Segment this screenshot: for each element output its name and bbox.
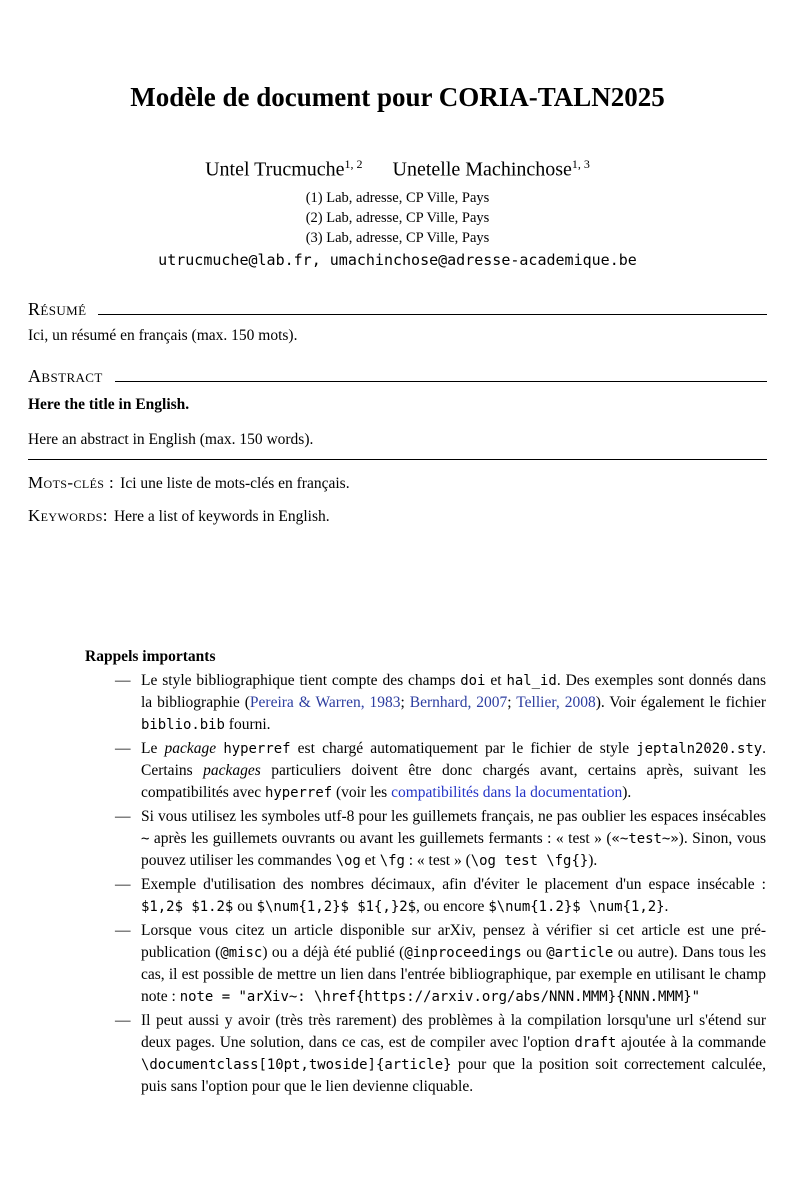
abstract-label: Abstract [28,365,103,386]
inline-code: @inproceedings [404,944,522,961]
citation-link[interactable]: Bernhard, 2007 [409,693,508,711]
abstract-english-title: Here the title in English. [28,395,190,413]
text-segment: (voir les [332,783,392,801]
affiliation-line-1: (1) Lab, adresse, CP Ville, Pays [305,189,490,206]
item-text [141,670,766,736]
text-segment: ) ou a déjà été publié ( [262,943,405,961]
inline-code: biblio.bib [141,716,225,733]
keywords-row [28,506,767,526]
text-segment: Unetelle Machinchose [392,158,572,181]
item-dash-marker: — [115,1011,131,1029]
affiliation-line-3: (3) Lab, adresse, CP Ville, Pays [305,229,490,246]
text-segment: : « test » ( [404,851,471,869]
text-segment: Lorsque vous citez un article disponible sur arXiv, pensez à vérifier si cet article est une pré-publication ( [141,921,766,961]
inline-code: $\num{1,2}$ $1{,}2$ [256,898,416,915]
inline-code: @article [546,944,614,961]
item-text [141,738,766,804]
text-segment: est chargé automatiquement par le fichier de style [290,739,637,757]
inline-code: \documentclass[10pt,twoside]{article} [141,1056,452,1073]
text-segment: ajoutée à la commande [616,1033,766,1051]
italic-text: package [164,739,217,757]
motscles-text: Ici une liste de mots-clés en français. [120,474,350,492]
authors-line [28,157,767,182]
abstract-rule [115,381,767,382]
text-segment: ou [233,897,257,915]
text-segment: ou [521,943,547,961]
inline-link[interactable]: compatibilités dans la documentation [391,783,623,801]
inline-code: \og [335,852,361,869]
list-item [85,670,766,736]
section-heading: Rappels importants [85,647,216,665]
inline-code: jeptaln2020.sty [636,740,763,757]
item-text [141,920,766,1008]
paper-front-matter [0,82,794,526]
inline-code: @misc [220,944,263,961]
list-item [85,874,766,918]
inline-code: doi [460,672,486,689]
text-segment: ; [400,693,410,711]
list-item [85,738,766,804]
item-dash-marker: — [115,875,131,893]
inline-code: note = "arXiv~: \href{https://arxiv.org/abs/NNN.MMM}{NNN.MMM}" [179,988,700,1005]
text-segment: Il peut aussi y avoir (très très rarement) des problèmes à la compilation lorsqu'une url s'étend sur deux pages. Une solution, dans ce cas, est de compiler avec l'option [141,1011,766,1051]
inline-code: ~ [141,830,150,847]
list-item [85,1010,766,1098]
inline-code: draft [574,1034,617,1051]
author-superscript: 1, 3 [571,157,590,171]
resume-label: Résumé [28,298,87,319]
list-item [85,920,766,1008]
item-text [141,1010,766,1098]
text-segment: ). Sinon, vous pouvez utiliser les commandes [141,829,766,869]
text-segment: après les guillemets ouvrants ou avant les guillemets fermants : « test » ( [149,829,612,847]
text-segment: ). [622,783,632,801]
item-dash-marker: — [115,921,131,939]
resume-heading [28,299,767,320]
text-segment: particuliers doivent être donc chargés avant, certains après, suivant les compatibilités avec [141,761,767,801]
inline-code: hyperref [223,740,291,757]
text-segment: pour que la position soit correctement calculée, puis sans l'option pour que le lien devienne cliquable. [141,1055,766,1095]
text-segment: ). Voir également le fichier [595,693,767,711]
text-segment: . [664,897,669,915]
resume-text: Ici, un résumé en français (max. 150 mots). [28,326,298,344]
list-item [85,806,766,872]
inline-code: «~test~» [611,830,679,847]
inline-code: $\num{1.2}$ \num{1,2} [488,898,665,915]
item-text [141,874,766,918]
resume-rule [98,314,767,315]
text-segment: Si vous utilisez les symboles utf-8 pour les guillemets français, ne pas oublier les espaces insécables [141,807,766,825]
text-segment: Exemple d'utilisation des nombres décimaux, afin d'éviter le placement d'un espace insécable : [141,875,766,893]
affiliation-line-2: (2) Lab, adresse, CP Ville, Pays [305,209,490,226]
inline-code: \fg [379,852,405,869]
document-page [0,82,794,1194]
text-segment: ; [507,693,517,711]
text-segment: Le [141,739,165,757]
text-segment: fourni. [224,715,271,733]
inline-code: hyperref [264,784,333,801]
text-segment: Untel Trucmuche [205,158,345,181]
text-segment: et [485,671,507,689]
text-segment: ou autre). Dans tous les cas, il est possible de mettre un lien dans l'entrée bibliographique, par exemple en utilisant le champ note : [141,943,766,1005]
bullet-list [85,670,766,1098]
text-segment: . Certains [141,739,766,779]
text-segment: et [360,851,380,869]
author-emails: utrucmuche@lab.fr, umachinchose@adresse-academique.be [158,250,637,269]
keywords-text: Here a list of keywords in English. [113,507,330,525]
abstract-heading [28,366,767,387]
inline-code: \og test \fg{} [470,852,589,869]
paper-body [0,648,794,1098]
inline-code: hal_id [506,672,557,689]
italic-text: packages [203,761,261,779]
paper-title: Modèle de document pour CORIA-TALN2025 [130,82,665,112]
motscles-row [28,473,767,493]
text-segment: Le style bibliographique tient compte des champs [141,671,461,689]
author-superscript: 1, 2 [344,157,363,171]
item-text [141,806,766,872]
inline-code: $1,2$ $1.2$ [141,898,234,915]
text-segment: . Des exemples sont donnés dans la bibliographie ( [141,671,766,711]
motscles-label: Mots-clés : [28,472,115,492]
citation-link[interactable]: Pereira & Warren, 1983 [249,693,401,711]
keywords-label: Keywords: [28,505,108,525]
abstract-text: Here an abstract in English (max. 150 words). [28,431,767,460]
text-segment: ). [588,851,598,869]
item-dash-marker: — [115,807,131,825]
text-segment: , ou encore [416,897,489,915]
citation-link[interactable]: Tellier, 2008 [516,693,596,711]
item-dash-marker: — [115,671,131,689]
affiliations [28,188,767,248]
item-dash-marker: — [115,739,131,757]
